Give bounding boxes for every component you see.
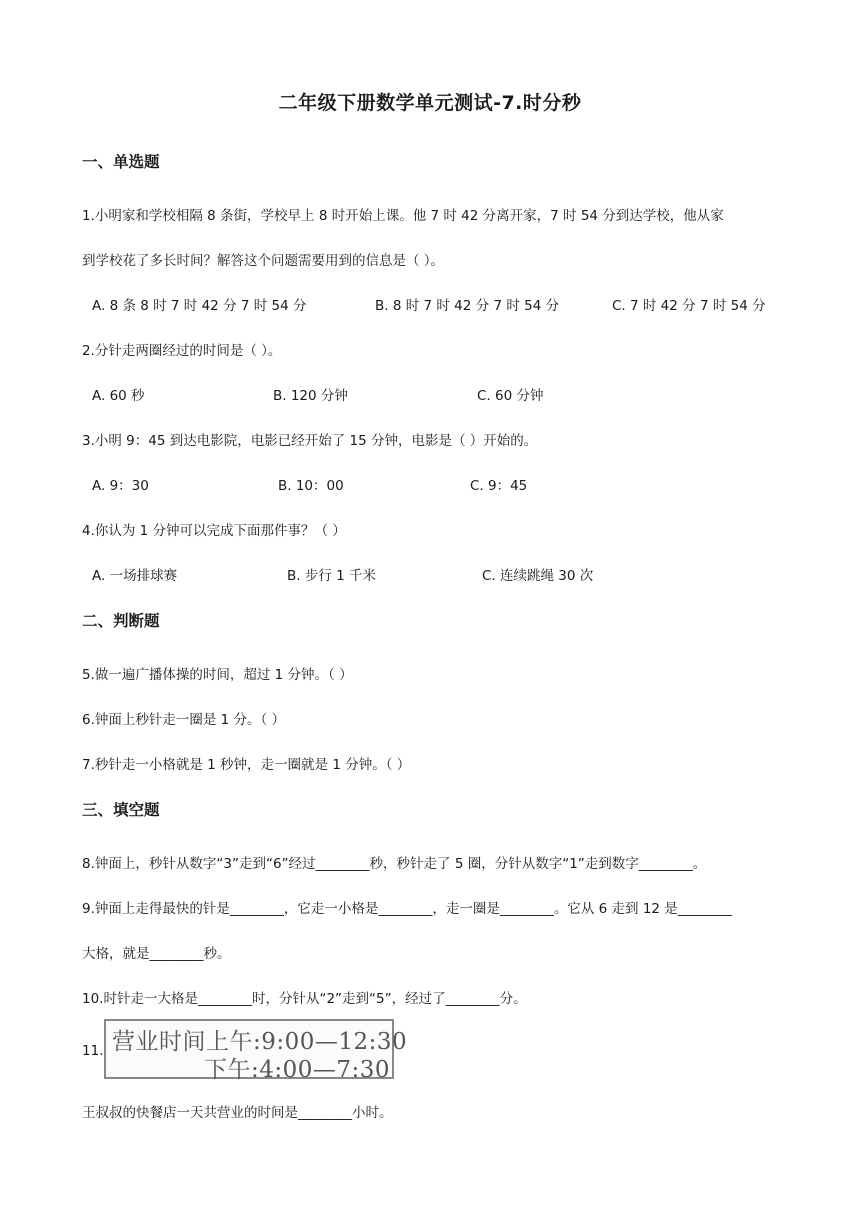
question-2-option-a: A. 60 秒 — [92, 388, 145, 404]
question-4-option-a: A. 一场排球赛 — [92, 568, 178, 584]
question-1-option-a: A. 8 条 8 时 7 时 42 分 7 时 54 分 — [92, 298, 307, 314]
question-2-option-c: C. 60 分钟 — [477, 388, 544, 404]
question-7: 7.秒针走一小格就是 1 秒钟，走一圈就是 1 分钟。（ ） — [82, 757, 411, 773]
question-4-option-c: C. 连续跳绳 30 次 — [482, 568, 594, 584]
section-heading-fill-in: 三、填空题 — [82, 801, 160, 819]
question-9-line-1: 9.钟面上走得最快的针是________，它走一小格是________，走一圈是________。它从 6 走到 12 是________ — [82, 901, 732, 917]
section-heading-single-choice: 一、单选题 — [82, 153, 160, 171]
question-11-number: 11. — [82, 1043, 104, 1059]
question-3-option-a: A. 9：30 — [92, 478, 149, 494]
sign-line-1: 营业时间上午:9:00—12:30 — [112, 1029, 408, 1055]
question-1-option-c: C. 7 时 42 分 7 时 54 分 — [612, 298, 766, 314]
question-6: 6.钟面上秒针走一圈是 1 分。（ ） — [82, 712, 286, 728]
section-heading-true-false: 二、判断题 — [82, 612, 160, 630]
page-title: 二年级下册数学单元测试-7.时分秒 — [278, 92, 582, 114]
question-8: 8.钟面上，秒针从数字“3”走到“6”经过________秒，秒针走了 5 圈，分针从数字“1”走到数字________。 — [82, 856, 707, 872]
question-10: 10.时针走一大格是________时，分针从“2”走到“5”，经过了________分。 — [82, 991, 527, 1007]
question-4: 4.你认为 1 分钟可以完成下面那件事？（ ） — [82, 523, 346, 539]
question-4-option-b: B. 步行 1 千米 — [287, 568, 377, 584]
question-1-option-b: B. 8 时 7 时 42 分 7 时 54 分 — [375, 298, 560, 314]
question-9-line-2: 大格，就是________秒。 — [82, 946, 231, 962]
question-2-option-b: B. 120 分钟 — [273, 388, 348, 404]
question-5: 5.做一遍广播体操的时间，超过 1 分钟。（ ） — [82, 667, 353, 683]
question-1-line-1: 1.小明家和学校相隔 8 条街，学校早上 8 时开始上课。他 7 时 42 分离开家，7 时 54 分到达学校，他从家 — [82, 208, 724, 224]
question-3: 3.小明 9：45 到达电影院，电影已经开始了 15 分钟，电影是（ ）开始的。 — [82, 433, 538, 449]
business-hours-sign-image — [104, 1019, 408, 1083]
sign-line-2: 下午:4:00—7:30 — [204, 1057, 391, 1083]
question-2: 2.分针走两圈经过的时间是（ ）。 — [82, 343, 282, 359]
question-3-option-c: C. 9：45 — [470, 478, 528, 494]
question-3-option-b: B. 10：00 — [278, 478, 344, 494]
question-11-text: 王叔叔的快餐店一天共营业的时间是________小时。 — [82, 1105, 393, 1121]
question-1-line-2: 到学校花了多长时间？解答这个问题需要用到的信息是（ ）。 — [82, 253, 445, 269]
